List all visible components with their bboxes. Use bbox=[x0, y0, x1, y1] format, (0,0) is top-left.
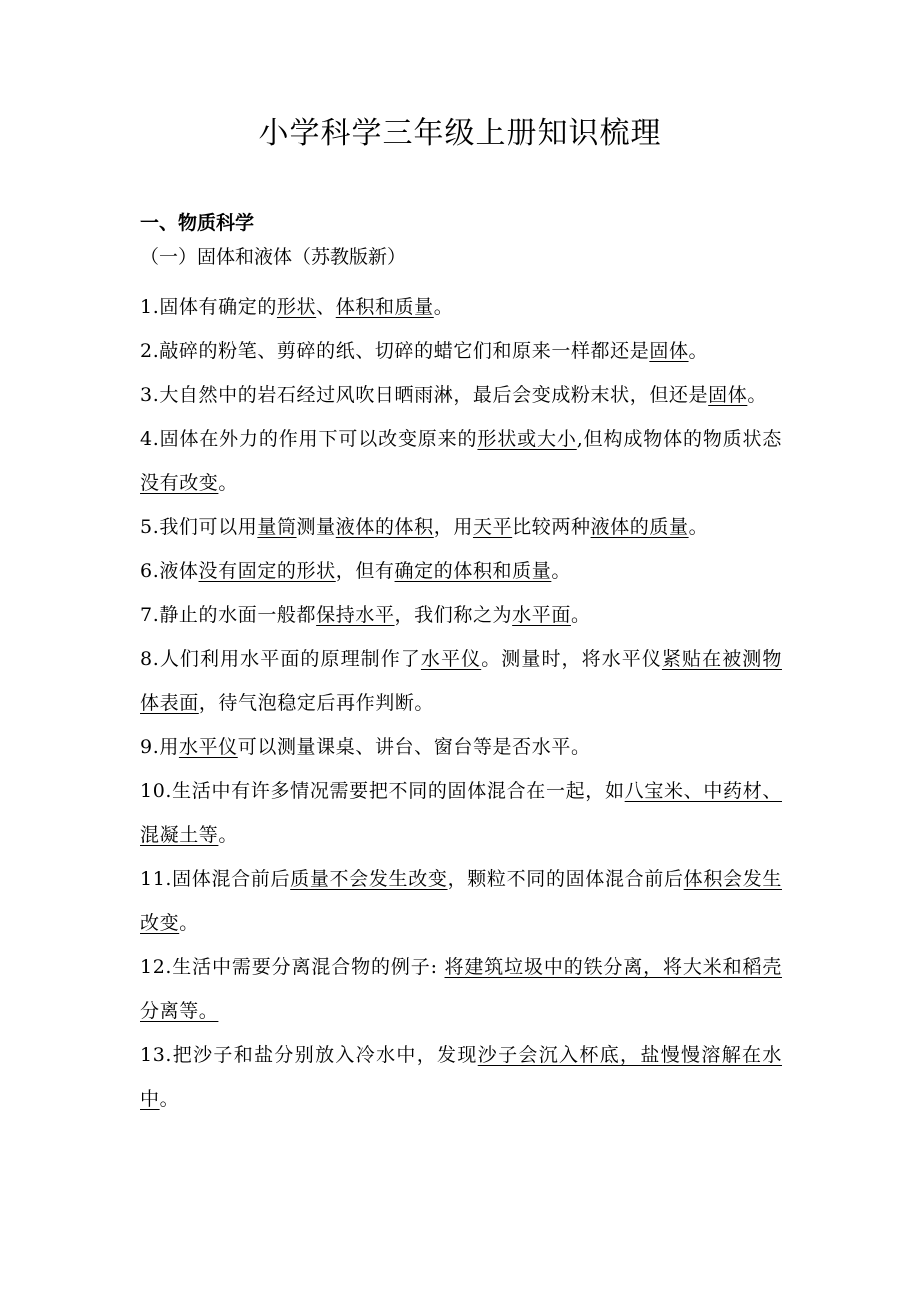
item-text: 9.用 bbox=[140, 736, 179, 758]
page-title: 小学科学三年级上册知识梳理 bbox=[258, 116, 662, 151]
key-term: 固体 bbox=[649, 340, 689, 362]
item-text: 6.液体 bbox=[140, 560, 199, 582]
item-text: 。 bbox=[433, 296, 454, 318]
knowledge-item-2 bbox=[140, 329, 782, 373]
section-heading: 一、物质科学 bbox=[140, 212, 255, 234]
knowledge-item-3 bbox=[140, 373, 782, 417]
item-text: 可以测量课桌、讲台、窗台等是否水平。 bbox=[237, 736, 591, 758]
item-text: 。 bbox=[551, 560, 571, 582]
key-term: 水平面 bbox=[512, 604, 571, 626]
key-term: 没有固定的形状 bbox=[198, 560, 336, 582]
item-text: 2.敲碎的粉笔、剪碎的纸、切碎的蜡它们和原来一样都还是 bbox=[140, 340, 650, 362]
knowledge-item-1 bbox=[140, 285, 782, 329]
knowledge-item-5 bbox=[140, 505, 782, 549]
item-text: ，我们称之为 bbox=[394, 604, 513, 626]
knowledge-item-6 bbox=[140, 549, 782, 593]
key-term: 水平仪 bbox=[178, 736, 238, 758]
item-text: 。 bbox=[570, 604, 591, 626]
item-text: 。测量时，将水平仪 bbox=[481, 648, 662, 670]
item-text: 11.固体混合前后 bbox=[140, 868, 291, 890]
item-text: 12.生活中需要分离混合物的例子: bbox=[140, 956, 445, 978]
item-text: 。 bbox=[688, 516, 709, 538]
item-text: 3.大自然中的岩石经过风吹日晒雨淋，最后会变成粉末状，但还是 bbox=[140, 384, 709, 406]
item-text: ，待气泡稳定后再作判断。 bbox=[198, 692, 435, 714]
item-text: 。 bbox=[747, 384, 767, 406]
item-text: 。 bbox=[179, 912, 199, 934]
key-term: 量筒 bbox=[257, 516, 297, 538]
item-text: 1.固体有确定的 bbox=[140, 296, 277, 318]
key-term: 体积会发生改变 bbox=[140, 868, 782, 934]
item-text: 测量 bbox=[296, 516, 336, 538]
item-text: 。 bbox=[159, 1088, 180, 1110]
key-term: 保持水平 bbox=[316, 604, 395, 626]
key-term: 液体的体积 bbox=[335, 516, 434, 538]
item-text: 7.静止的水面一般都 bbox=[140, 604, 317, 626]
knowledge-item-9 bbox=[140, 725, 782, 769]
item-text: 10.生活中有许多情况需要把不同的固体混合在一起，如 bbox=[140, 780, 625, 802]
item-text: 5.我们可以用 bbox=[140, 516, 258, 538]
knowledge-item-8 bbox=[140, 637, 782, 725]
key-term: 八宝米、中药材、混凝土等 bbox=[140, 780, 782, 846]
key-term: 质量不会发生改变 bbox=[290, 868, 448, 890]
knowledge-item-12 bbox=[140, 945, 782, 1033]
item-text: 。 bbox=[218, 824, 239, 846]
item-text: ，颗粒不同的固体混合前后 bbox=[447, 868, 684, 890]
item-text: 比较两种 bbox=[512, 516, 591, 538]
item-text: 8.人们利用水平面的原理制作了 bbox=[140, 648, 421, 670]
knowledge-item-7 bbox=[140, 593, 782, 637]
key-term: 液体的质量 bbox=[590, 516, 689, 538]
item-text: 、 bbox=[316, 296, 336, 318]
item-text: 。 bbox=[688, 340, 709, 362]
document-body bbox=[140, 209, 782, 1121]
item-text: ,但构成物体的物质状态 bbox=[576, 428, 783, 450]
item-text: 4.固体在外力的作用下可以改变原来的 bbox=[140, 428, 478, 450]
knowledge-item-10 bbox=[140, 769, 782, 857]
item-text: 13.把沙子和盐分别放入冷水中，发现 bbox=[140, 1044, 478, 1066]
knowledge-item-4 bbox=[140, 417, 782, 505]
knowledge-item-13 bbox=[140, 1033, 782, 1121]
item-text: 。 bbox=[218, 472, 239, 494]
key-term: 将建筑垃圾中的铁分离，将大米和稻壳分离等。 bbox=[140, 956, 782, 1022]
knowledge-item-11 bbox=[140, 857, 782, 945]
subsection-heading: （一）固体和液体（苏教版新） bbox=[140, 246, 407, 268]
item-text: ，但有 bbox=[335, 560, 395, 582]
key-term: 固体 bbox=[708, 384, 748, 406]
item-text: ，用 bbox=[433, 516, 473, 538]
key-term: 天平 bbox=[472, 516, 513, 538]
key-term: 形状或大小 bbox=[477, 428, 577, 450]
key-term: 沙子会沉入杯底，盐慢慢溶解在水中 bbox=[140, 1044, 782, 1110]
key-term: 水平仪 bbox=[420, 648, 482, 670]
key-term: 紧贴在被测物体表面 bbox=[140, 648, 782, 714]
key-term: 确定的体积和质量 bbox=[394, 560, 552, 582]
key-term: 没有改变 bbox=[140, 472, 219, 494]
key-term: 形状 bbox=[276, 296, 317, 318]
key-term: 体积和质量 bbox=[335, 296, 434, 318]
